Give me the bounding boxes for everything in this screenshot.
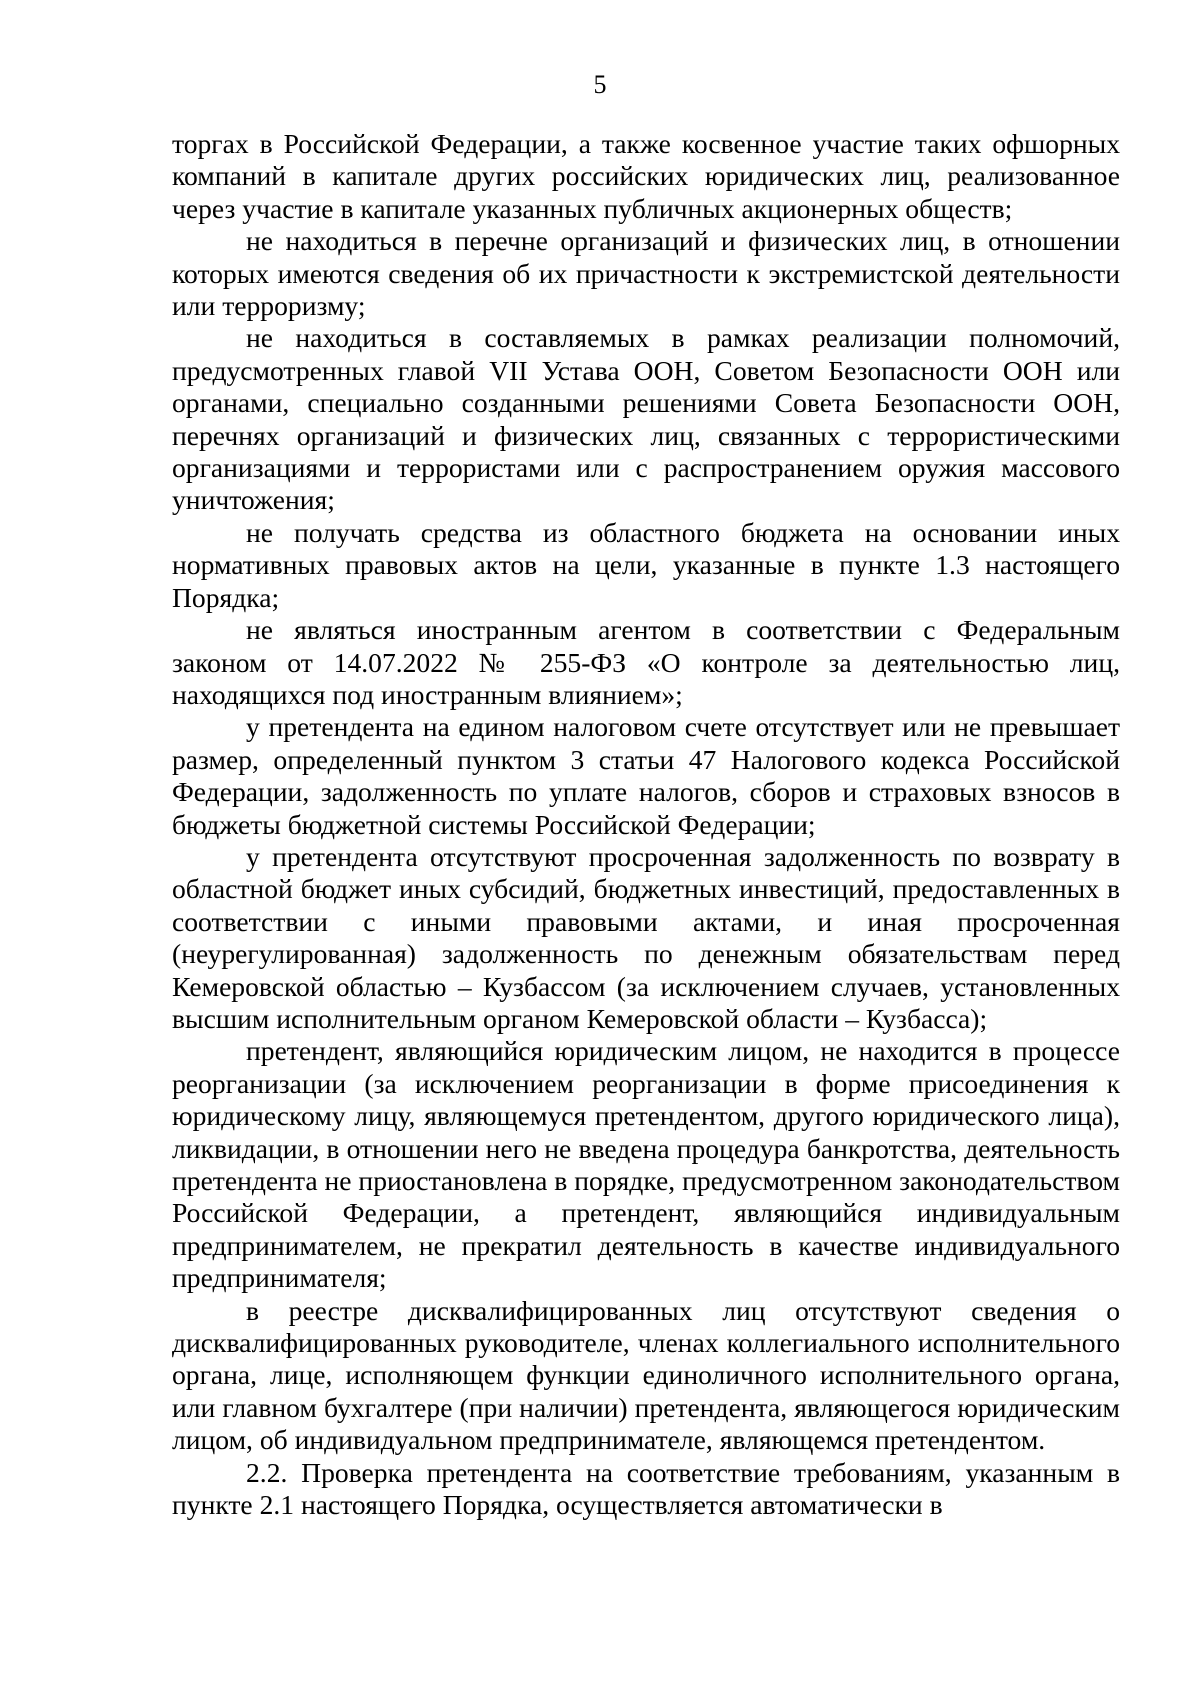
paragraph-extremism-list: не находиться в перечне организаций и физических лиц, в отношении которых имеются сведения об их причастности к экстремистской деятельности или терроризму; — [172, 225, 1120, 322]
paragraph-section-2-2: 2.2. Проверка претендента на соответствие требованиям, указанным в пункте 2.1 настоящего Порядка, осуществляется автоматически в — [172, 1456, 1120, 1521]
paragraph-reorganization: претендент, являющийся юридическим лицом, не находится в процессе реорганизации (за исключением реорганизации в форме присоединения к юридическому лицу, являющемуся претендентом, другого юридического лица), ликвидации, в отношении него не введена процедура банкротства, деятельность претендента не приостановлена в порядке, предусмотренном законодательством Российской Федерации, а претендент, являющийся индивидуальным предпринимателем, не прекратил деятельность в качестве индивидуального предпринимателя; — [172, 1035, 1120, 1294]
paragraph-tax-debt: у претендента на едином налоговом счете отсутствует или не превышает размер, определенный пунктом 3 статьи 47 Налогового кодекса Российской Федерации, задолженность по уплате налогов, сборов и страховых взносов в бюджеты бюджетной системы Российской Федерации; — [172, 711, 1120, 840]
paragraph-overdue-debt: у претендента отсутствуют просроченная задолженность по возврату в областной бюджет иных субсидий, бюджетных инвестиций, предоставленных в соответствии с иными правовыми актами, и иная просроченная (неурегулированная) задолженность по денежным обязательствам перед Кемеровской областью – Кузбассом (за исключением случаев, установленных высшим исполнительным органом Кемеровской области – Кузбасса); — [172, 840, 1120, 1034]
page-number: 5 — [593, 70, 607, 99]
paragraph-continuation: торгах в Российской Федерации, а также косвенное участие таких офшорных компаний в капитале других российских юридических лиц, реализованное через участие в капитале указанных публичных акционерных обществ; — [172, 128, 1120, 224]
paragraph-foreign-agent: не являться иностранным агентом в соответствии с Федеральным законом от 14.07.2022 № 255-ФЗ «О контроле за деятельностью лиц, находящихся под иностранным влиянием»; — [172, 614, 1120, 710]
paragraph-un-sanctions-list: не находиться в составляемых в рамках реализации полномочий, предусмотренных главой VII Устава ООН, Советом Безопасности ООН или органами, специально созданными решениями Совета Безопасности ООН, перечнях организаций и физических лиц, связанных с террористическими организациями и террористами или с распространением оружия массового уничтожения; — [172, 322, 1120, 516]
paragraph-no-other-budget-funds: не получать средства из областного бюджета на основании иных нормативных правовых актов на цели, указанные в пункте 1.3 настоящего Порядка; — [172, 516, 1120, 613]
paragraph-disqualified-persons: в реестре дисквалифицированных лиц отсутствуют сведения о дисквалифицированных руководителе, членах коллегиального исполнительного органа, лице, исполняющем функции единоличного исполнительного органа, или главном бухгалтере (при наличии) претендента, являющегося юридическим лицом, об индивидуальном предпринимателе, являющемся претендентом. — [172, 1294, 1120, 1456]
document-body — [172, 128, 1120, 1521]
